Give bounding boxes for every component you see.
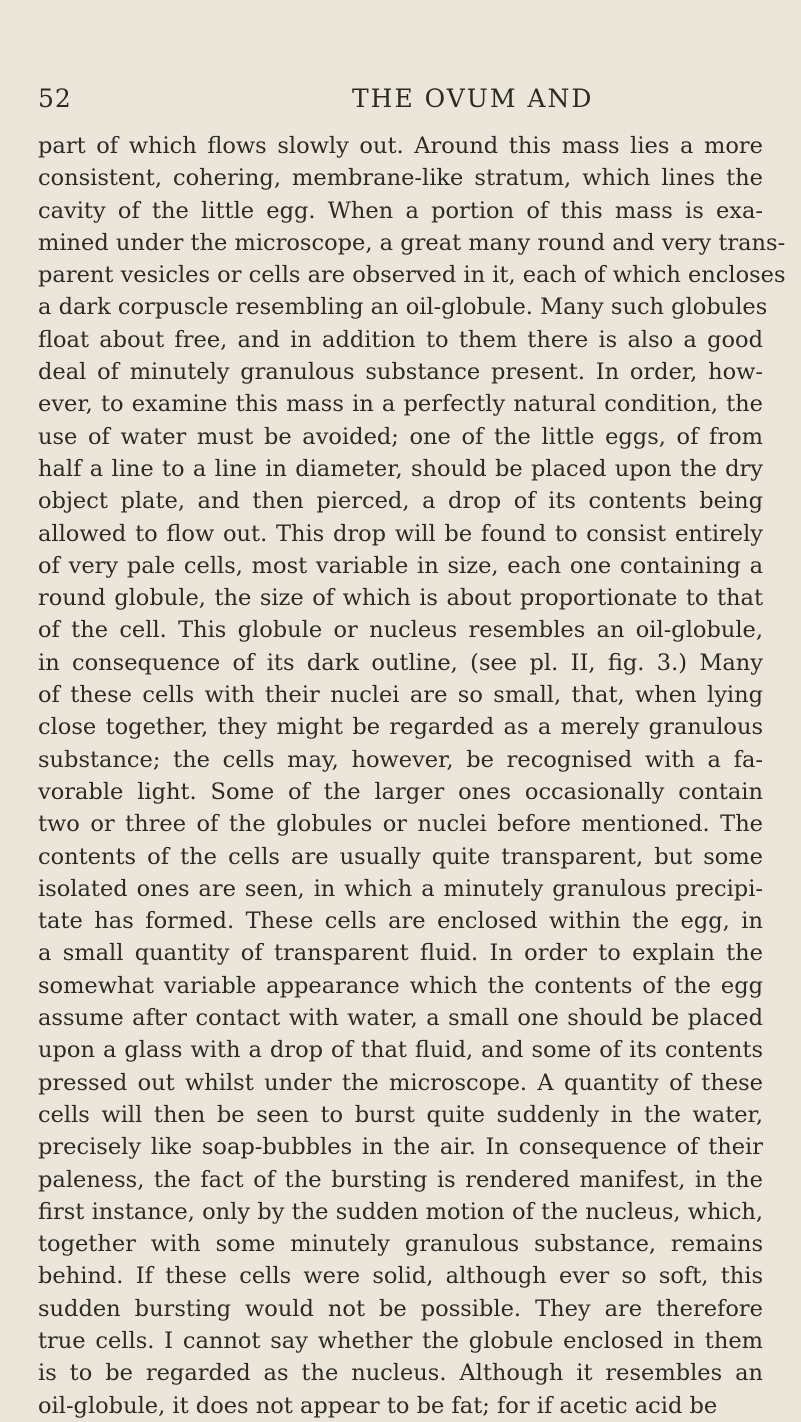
text-line: parent vesicles or cells are observed in it, each of which encloses (38, 262, 786, 289)
text-line: float about free, and in addition to them there is also a good (38, 326, 763, 353)
text-line: first instance, only by the sudden motion of the nucleus, which, (38, 1198, 763, 1225)
text-line: mined under the microscope, a great many round and very trans- (38, 229, 786, 256)
text-line: cavity of the little egg. When a portion of this mass is exa- (38, 197, 763, 224)
text-line: isolated ones are seen, in which a minutely granulous precipi- (38, 875, 763, 902)
text-line: round globule, the size of which is about proportionate to that (38, 585, 763, 612)
text-line: assume after contact with water, a small one should be placed (38, 1005, 763, 1032)
text-line: of these cells with their nuclei are so small, that, when lying (38, 682, 763, 709)
text-line: behind. If these cells were solid, although ever so soft, this (38, 1263, 763, 1290)
text-line: cells will then be seen to burst quite suddenly in the water, (38, 1101, 763, 1128)
text-line: use of water must be avoided; one of the little eggs, of from (38, 423, 763, 450)
body-paragraph (38, 130, 786, 1422)
text-line: true cells. I cannot say whether the globule enclosed in them (38, 1327, 763, 1354)
text-line: vorable light. Some of the larger ones occasionally contain (38, 778, 763, 805)
text-line: of the cell. This globule or nucleus resembles an oil-globule, (38, 617, 763, 644)
text-line: deal of minutely granulous substance present. In order, how- (38, 359, 763, 386)
text-line: precisely like soap-bubbles in the air. In consequence of their (38, 1134, 763, 1161)
text-line: together with some minutely granulous substance, remains (38, 1231, 763, 1258)
text-line: consistent, cohering, membrane-like stratum, which lines the (38, 165, 763, 192)
text-line: somewhat variable appearance which the contents of the egg (38, 972, 763, 999)
text-line: half a line to a line in diameter, should be placed upon the dry (38, 455, 763, 482)
text-line: substance; the cells may, however, be recognised with a fa- (38, 746, 763, 773)
text-line: is to be regarded as the nucleus. Although it resembles an (38, 1360, 763, 1387)
page-number: 52 (38, 84, 72, 113)
text-line: close together, they might be regarded as a merely granulous (38, 714, 763, 741)
text-line: object plate, and then pierced, a drop of its contents being (38, 488, 763, 515)
text-line: contents of the cells are usually quite transparent, but some (38, 843, 763, 870)
text-line: tate has formed. These cells are enclosed within the egg, in (38, 908, 763, 935)
text-line: part of which flows slowly out. Around this mass lies a more (38, 133, 763, 159)
text-line: in consequence of its dark outline, (see pl. II, fig. 3.) Many (38, 649, 763, 676)
text-line: upon a glass with a drop of that fluid, and some of its contents (38, 1037, 763, 1064)
running-head: THE OVUM AND (352, 84, 594, 113)
text-line: allowed to flow out. This drop will be found to consist entirely (38, 520, 763, 547)
text-line: oil-globule, it does not appear to be fat; for if acetic acid be (38, 1392, 718, 1419)
text-line: two or three of the globules or nuclei before mentioned. The (38, 811, 763, 838)
text-line: ever, to examine this mass in a perfectly natural condition, the (38, 391, 763, 418)
text-line: sudden bursting would not be possible. They are therefore (38, 1295, 763, 1322)
text-line: a small quantity of transparent fluid. In order to explain the (38, 940, 763, 967)
text-line: paleness, the fact of the bursting is rendered manifest, in the (38, 1166, 763, 1193)
text-line: a dark corpuscle resembling an oil-globule. Many such globules (38, 294, 768, 321)
text-line: of very pale cells, most variable in size, each one containing a (38, 552, 763, 579)
text-line: pressed out whilst under the microscope. A quantity of these (38, 1069, 763, 1096)
